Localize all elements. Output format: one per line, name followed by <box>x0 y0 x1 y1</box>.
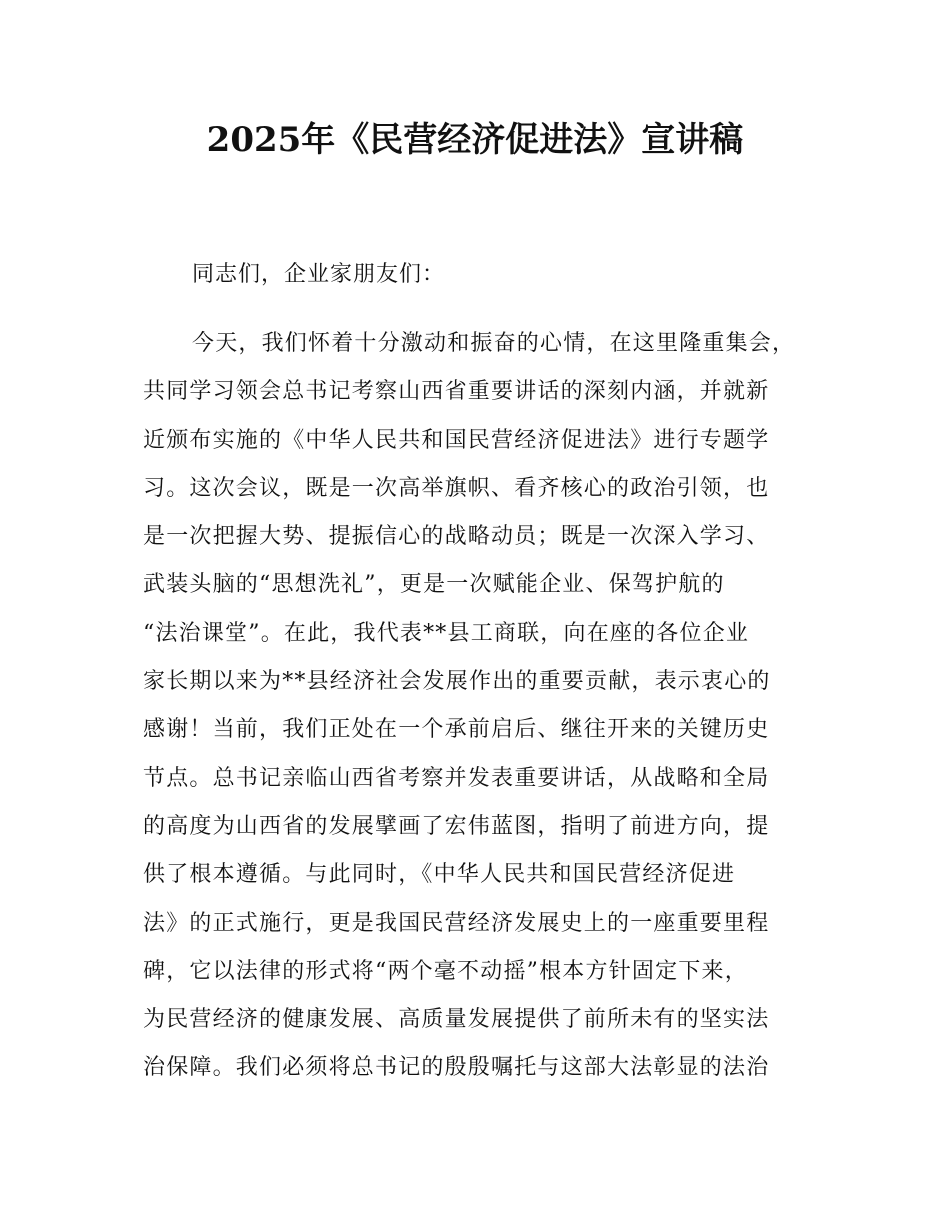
body-line: 法》的正式施行，更是我国民营经济发展史上的一座重要里程 <box>143 910 770 936</box>
body-line: 共同学习领会总书记考察山西省重要讲话的深刻内涵，并就新 <box>143 379 770 405</box>
body-line: 近颁布实施的《中华人民共和国民营经济促进法》进行专题学 <box>143 427 770 453</box>
body-line: 武装头脑的“思想洗礼”，更是一次赋能企业、保驾护航的 <box>143 572 725 598</box>
body-line: 感谢！当前，我们正处在一个承前启后、继往开来的关键历史 <box>143 717 770 743</box>
body-line: 节点。总书记亲临山西省考察并发表重要讲话，从战略和全局 <box>143 765 770 791</box>
body-line: 是一次把握大势、提振信心的战略动员；既是一次深入学习、 <box>143 524 770 550</box>
greeting-paragraph: 同志们，企业家朋友们： <box>192 262 446 287</box>
body-line: 家长期以来为**县经济社会发展作出的重要贡献，表示衷心的 <box>143 669 771 695</box>
body-line: 习。这次会议，既是一次高举旗帜、看齐核心的政治引领，也 <box>143 475 770 501</box>
body-line: 治保障。我们必须将总书记的殷殷嘱托与这部大法彰显的法治 <box>143 1055 770 1081</box>
document-title: 2025年《民营经济促进法》宣讲稿 <box>206 120 744 160</box>
body-line: “法治课堂”。在此，我代表**县工商联，向在座的各位企业 <box>143 620 750 646</box>
body-line: 为民营经济的健康发展、高质量发展提供了前所未有的坚实法 <box>143 1007 770 1033</box>
body-paragraph <box>143 320 843 1093</box>
body-line: 供了根本遵循。与此同时，《中华人民共和国民营经济促进 <box>143 862 736 888</box>
body-line: 今天，我们怀着十分激动和振奋的心情，在这里隆重集会， <box>192 331 796 356</box>
body-line: 碑，它以法律的形式将“两个毫不动摇”根本方针固定下来， <box>143 958 748 984</box>
body-line: 的高度为山西省的发展擘画了宏伟蓝图，指明了前进方向，提 <box>143 813 770 839</box>
